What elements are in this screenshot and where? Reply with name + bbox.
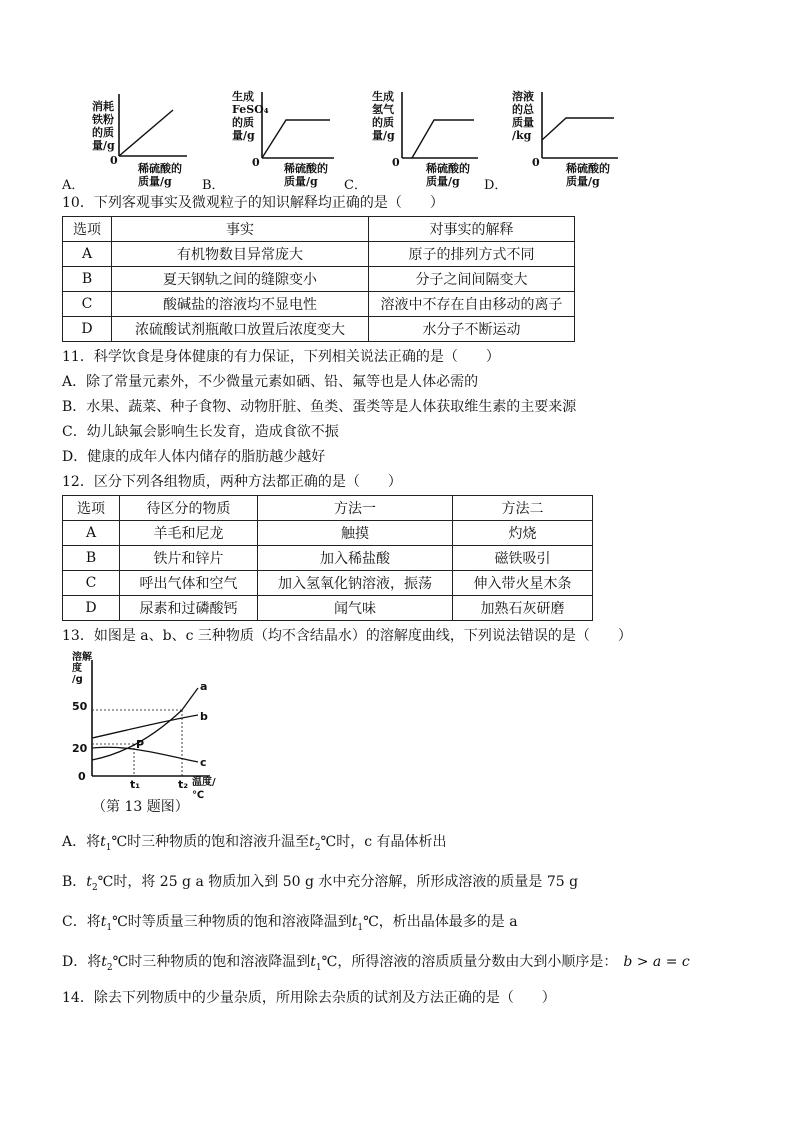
table-cell: 磁铁吸引	[453, 546, 593, 571]
q13-caption: （第 13 题图）	[92, 799, 189, 815]
chart-ylabel: 溶解 度 /g	[72, 652, 92, 685]
table-row	[63, 292, 575, 317]
table-cell: D	[63, 317, 112, 342]
chart-plot	[88, 660, 210, 780]
graph-ylabel: 消耗 铁粉 的质 量/g	[92, 100, 115, 152]
table-row	[63, 267, 575, 292]
graph-a	[60, 88, 190, 193]
table-row	[63, 546, 593, 571]
table-cell: 加入氢氧化钠溶液，振荡	[258, 571, 453, 596]
table-row	[63, 317, 575, 342]
q10-stem: 10．下列客观事实及微观粒子的知识解释均正确的是（ ）	[62, 195, 444, 211]
table-cell: C	[63, 571, 120, 596]
table-cell: 水分子不断运动	[369, 317, 575, 342]
graph-d	[482, 88, 622, 193]
table-cell: B	[63, 546, 120, 571]
q11-option-d: D．健康的成年人体内储存的脂肪越少越好	[62, 449, 326, 465]
table-cell: 分子之间间隔变大	[369, 267, 575, 292]
table-header: 方法一	[258, 496, 453, 521]
point-p-label: P	[136, 738, 145, 751]
table-header: 选项	[63, 217, 112, 242]
q12-stem: 12．区分下列各组物质，两种方法都正确的是（ ）	[62, 474, 402, 490]
q13-solubility-chart	[70, 652, 220, 801]
table-header: 待区分的物质	[120, 496, 258, 521]
table-header: 方法二	[453, 496, 593, 521]
q13-option-c: C．将$t_1℃$时等质量三种物质的饱和溶液降温到$t_1℃$，析出晶体最多的是 a	[62, 914, 518, 933]
table-cell: 灼烧	[453, 521, 593, 546]
graph-c	[342, 88, 482, 193]
table-cell: 加入稀盐酸	[258, 546, 453, 571]
table-cell: B	[63, 267, 112, 292]
table-cell: 羊毛和尼龙	[120, 521, 258, 546]
table-cell: 伸入带火星木条	[453, 571, 593, 596]
graph-a-plot	[115, 94, 187, 160]
table-header: 对事实的解释	[369, 217, 575, 242]
graph-origin: 0	[532, 156, 540, 169]
curve-b-label: b	[200, 710, 208, 723]
graph-origin: 0	[252, 156, 260, 169]
q13-stem: 13．如图是 a、b、c 三种物质（均不含结晶水）的溶解度曲线，下列说法错误的是（ ）	[62, 628, 632, 644]
table-cell: 闻气味	[258, 596, 453, 621]
option-letter: D．	[484, 178, 508, 193]
q13-option-a: A．将$t_1℃$时三种物质的饱和溶液升温至$t_2℃$时，c 有晶体析出	[62, 834, 447, 853]
chart-xlabel: 温度/℃	[192, 777, 216, 801]
graph-b	[200, 88, 340, 193]
y-tick-label: 0	[78, 770, 86, 783]
q13-option-b: B．$t_2℃$时，将 25 g a 物质加入到 50 g 水中充分溶解，所形成溶液的质量是 75 g	[62, 874, 579, 893]
table-cell: 夏天钢轨之间的缝隙变小	[112, 267, 369, 292]
table-cell: 尿素和过磷酸钙	[120, 596, 258, 621]
y-tick-label: 50	[72, 700, 88, 713]
graph-ylabel: 生成 氢气 的质 量/g	[372, 90, 395, 142]
table-header-row	[63, 496, 593, 521]
option-letter: A．	[62, 178, 85, 193]
table-cell: A	[63, 242, 112, 267]
table-cell: 加熟石灰研磨	[453, 596, 593, 621]
curve-c-label: c	[200, 756, 207, 769]
table-cell: 酸碱盐的溶液均不显电性	[112, 292, 369, 317]
table-row	[63, 571, 593, 596]
graph-d-plot	[538, 92, 618, 162]
table-cell: 呼出气体和空气	[120, 571, 258, 596]
graph-xlabel: 稀硫酸的 质量/g	[284, 162, 328, 188]
graph-ylabel: 生成 FeSO₄ 的质 量/g	[232, 90, 269, 142]
table-cell: 溶液中不存在自由移动的离子	[369, 292, 575, 317]
table-cell: A	[63, 521, 120, 546]
y-tick-label: 20	[72, 742, 88, 755]
q11-option-c: C．幼儿缺氟会影响生长发育，造成食欲不振	[62, 424, 339, 440]
table-row	[63, 242, 575, 267]
q10-table	[62, 216, 575, 342]
table-header-row	[63, 217, 575, 242]
graph-c-plot	[398, 92, 478, 162]
graph-xlabel: 稀硫酸的 质量/g	[566, 162, 610, 188]
table-cell: 触摸	[258, 521, 453, 546]
q14-stem: 14．除去下列物质中的少量杂质，所用除去杂质的试剂及方法正确的是（ ）	[62, 990, 556, 1006]
graph-origin: 0	[110, 154, 118, 167]
q11-option-a: A．除了常量元素外，不少微量元素如硒、铅、氟等也是人体必需的	[62, 374, 479, 390]
table-cell: 铁片和锌片	[120, 546, 258, 571]
q12-table	[62, 495, 593, 621]
table-cell: D	[63, 596, 120, 621]
graph-ylabel: 溶液 的总 质量 /kg	[512, 90, 534, 142]
option-letter: C．	[344, 178, 367, 193]
table-row	[63, 521, 593, 546]
table-header: 事实	[112, 217, 369, 242]
q11-stem: 11．科学饮食是身体健康的有力保证，下列相关说法正确的是（ ）	[62, 349, 500, 365]
graph-xlabel: 稀硫酸的 质量/g	[138, 162, 182, 188]
option-letter: B．	[202, 178, 225, 193]
table-header: 选项	[63, 496, 120, 521]
table-cell: 浓硫酸试剂瓶敞口放置后浓度变大	[112, 317, 369, 342]
x-tick-label: t₁	[130, 778, 141, 791]
table-cell: 有机物数目异常庞大	[112, 242, 369, 267]
q11-option-b: B．水果、蔬菜、种子食物、动物肝脏、鱼类、蛋类等是人体获取维生素的主要来源	[62, 399, 577, 415]
curve-a-label: a	[200, 680, 208, 693]
x-tick-label: t₂	[178, 778, 189, 791]
q13-option-d: D．将$t_2℃$时三种物质的饱和溶液降温到$t_1℃$，所得溶液的溶质质量分数由大到小顺序是： b > a = c	[62, 954, 690, 973]
table-row	[63, 596, 593, 621]
graph-xlabel: 稀硫酸的 质量/g	[426, 162, 470, 188]
table-cell: 原子的排列方式不同	[369, 242, 575, 267]
graph-b-plot	[258, 92, 334, 162]
table-cell: C	[63, 292, 112, 317]
graph-origin: 0	[392, 156, 400, 169]
